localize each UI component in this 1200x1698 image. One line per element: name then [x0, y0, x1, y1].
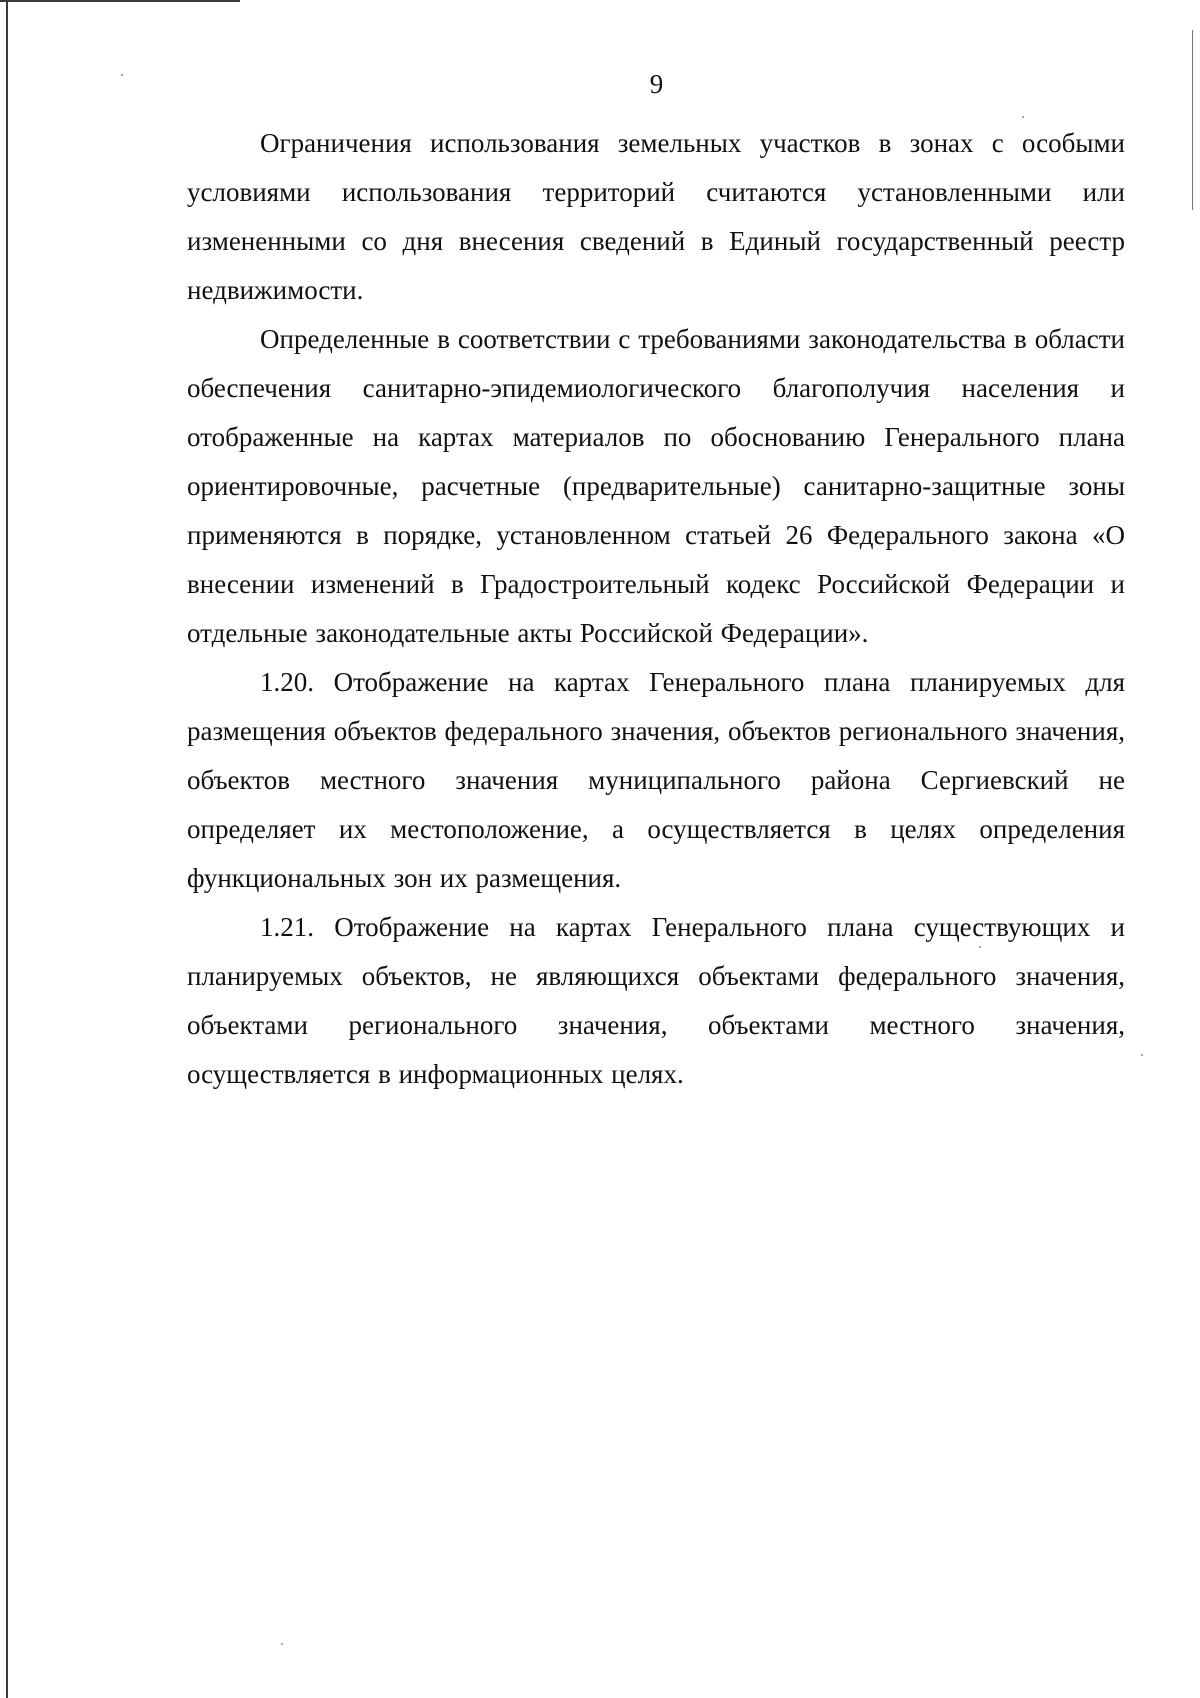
scan-border-left: [6, 0, 8, 1698]
scan-speck: [1141, 1054, 1143, 1056]
page-number: 9: [649, 69, 664, 99]
paragraph-sanitary-zones: Определенные в соответствии с требованиями законодательства в области обеспечения санитарно-эпидемиологического благополучия населения и отображенные на картах материалов по обоснованию Генерального плана ориентировочные, расчетные (предварительные) санитарно-защитные зоны применяются в порядке, установленном статьей 26 Федерального закона «О внесении изменений в Градостроительный кодекс Российской Федерации и отдельные законодательные акты Российской Федерации».: [187, 324, 1125, 648]
scan-speck: [281, 1643, 283, 1645]
scan-speck: [1022, 116, 1024, 118]
paragraph-1-20: 1.20. Отображение на картах Генерального плана планируемых для размещения объектов федерального значения, объектов регионального значения, объектов местного значения муниципального района Сергиевский не определяет их местоположение, а осуществляется в целях определения функциональных зон их размещения.: [187, 667, 1125, 893]
scan-border-top: [0, 0, 240, 2]
paragraph-zone-restrictions: Ограничения использования земельных участков в зонах с особыми условиями использования территорий считаются установленными или измененными со дня внесения сведений в Единый государственный реестр недвижимости.: [187, 128, 1125, 305]
scan-border-right: [1192, 30, 1193, 210]
paragraph-1-21: 1.21. Отображение на картах Генерального плана существующих и планируемых объектов, не являющихся объектами федерального значения, объектами регионального значения, объектами местного значения, осуществляется в информационных целях.: [187, 912, 1125, 1089]
document-body: [187, 119, 1125, 1099]
